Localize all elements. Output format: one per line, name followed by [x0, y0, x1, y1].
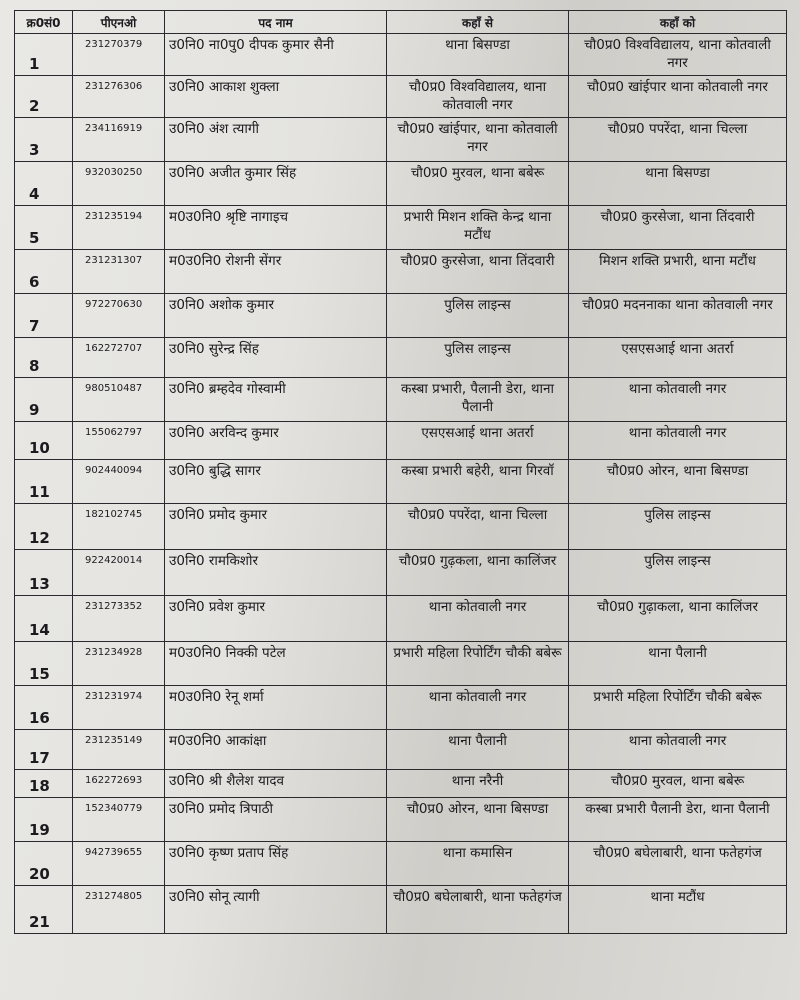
- table-row: [15, 338, 787, 378]
- row-name: उ0नि0 ना0पु0 दीपक कुमार सैनी: [165, 34, 387, 76]
- row-pno: 972270630: [73, 294, 165, 338]
- row-name: उ0नि0 अंश त्यागी: [165, 118, 387, 162]
- row-from: चौ0प्र0 विश्वविद्यालय, थाना कोतवाली नगर: [387, 76, 569, 118]
- table-row: [15, 730, 787, 770]
- table-row: [15, 504, 787, 550]
- row-from: प्रभारी महिला रिपोर्टिंग चौकी बबेरू: [387, 642, 569, 686]
- row-sno: 14: [15, 596, 73, 642]
- row-pno: 231270379: [73, 34, 165, 76]
- row-to: थाना कोतवाली नगर: [569, 422, 787, 460]
- row-pno: 231231974: [73, 686, 165, 730]
- header-sno: क्र0सं0: [15, 11, 73, 34]
- row-name: उ0नि0 बुद्धि सागर: [165, 460, 387, 504]
- row-to: थाना बिसण्डा: [569, 162, 787, 206]
- row-sno: 20: [15, 842, 73, 886]
- table-row: [15, 378, 787, 422]
- row-pno: 231235149: [73, 730, 165, 770]
- table-row: [15, 76, 787, 118]
- row-to: चौ0प्र0 ओरन, थाना बिसण्डा: [569, 460, 787, 504]
- row-to: चौ0प्र0 बघेलाबारी, थाना फतेहगंज: [569, 842, 787, 886]
- row-from: थाना नरैनी: [387, 770, 569, 798]
- row-from: चौ0प्र0 खांईपार, थाना कोतवाली नगर: [387, 118, 569, 162]
- row-to: पुलिस लाइन्स: [569, 550, 787, 596]
- row-from: चौ0प्र0 ओरन, थाना बिसण्डा: [387, 798, 569, 842]
- row-name: उ0नि0 ब्रम्हदेव गोस्वामी: [165, 378, 387, 422]
- row-sno: 16: [15, 686, 73, 730]
- table-row: [15, 118, 787, 162]
- row-to: चौ0प्र0 खांईपार थाना कोतवाली नगर: [569, 76, 787, 118]
- row-from: थाना पैलानी: [387, 730, 569, 770]
- row-pno: 182102745: [73, 504, 165, 550]
- row-from: पुलिस लाइन्स: [387, 294, 569, 338]
- row-sno: 1: [15, 34, 73, 76]
- row-to: चौ0प्र0 गुढ़ाकला, थाना कालिंजर: [569, 596, 787, 642]
- row-sno: 18: [15, 770, 73, 798]
- row-pno: 932030250: [73, 162, 165, 206]
- row-pno: 231231307: [73, 250, 165, 294]
- row-name: म0उ0नि0 रेनू शर्मा: [165, 686, 387, 730]
- row-sno: 21: [15, 886, 73, 934]
- row-sno: 9: [15, 378, 73, 422]
- row-sno: 12: [15, 504, 73, 550]
- row-from: चौ0प्र0 गुढ़कला, थाना कालिंजर: [387, 550, 569, 596]
- row-pno: 231235194: [73, 206, 165, 250]
- table-row: [15, 550, 787, 596]
- table-row: [15, 842, 787, 886]
- row-sno: 4: [15, 162, 73, 206]
- row-name: म0उ0नि0 रोशनी सेंगर: [165, 250, 387, 294]
- row-sno: 2: [15, 76, 73, 118]
- row-pno: 922420014: [73, 550, 165, 596]
- row-sno: 7: [15, 294, 73, 338]
- row-pno: 231273352: [73, 596, 165, 642]
- row-pno: 231276306: [73, 76, 165, 118]
- row-to: थाना कोतवाली नगर: [569, 730, 787, 770]
- row-name: उ0नि0 सोनू त्यागी: [165, 886, 387, 934]
- row-to: चौ0प्र0 मदननाका थाना कोतवाली नगर: [569, 294, 787, 338]
- row-from: थाना कोतवाली नगर: [387, 686, 569, 730]
- row-name: उ0नि0 आकाश शुक्ला: [165, 76, 387, 118]
- row-pno: 980510487: [73, 378, 165, 422]
- table-row: [15, 798, 787, 842]
- row-pno: 155062797: [73, 422, 165, 460]
- table-row: [15, 422, 787, 460]
- table-row: [15, 642, 787, 686]
- table-header-row: [15, 11, 787, 34]
- row-sno: 8: [15, 338, 73, 378]
- row-name: उ0नि0 अशोक कुमार: [165, 294, 387, 338]
- row-name: उ0नि0 रामकिशोर: [165, 550, 387, 596]
- row-sno: 11: [15, 460, 73, 504]
- table-row: [15, 886, 787, 934]
- row-pno: 162272707: [73, 338, 165, 378]
- transfer-table: [14, 10, 787, 934]
- header-name: पद नाम: [165, 11, 387, 34]
- row-name: म0उ0नि0 निक्की पटेल: [165, 642, 387, 686]
- row-to: थाना मटौंध: [569, 886, 787, 934]
- row-name: उ0नि0 प्रमोद त्रिपाठी: [165, 798, 387, 842]
- row-sno: 10: [15, 422, 73, 460]
- row-pno: 152340779: [73, 798, 165, 842]
- row-pno: 231234928: [73, 642, 165, 686]
- row-from: पुलिस लाइन्स: [387, 338, 569, 378]
- table-row: [15, 162, 787, 206]
- row-name: उ0नि0 अरविन्द कुमार: [165, 422, 387, 460]
- row-from: एसएसआई थाना अतर्रा: [387, 422, 569, 460]
- row-pno: 234116919: [73, 118, 165, 162]
- row-from: चौ0प्र0 मुरवल, थाना बबेरू: [387, 162, 569, 206]
- table-row: [15, 596, 787, 642]
- row-to: प्रभारी महिला रिपोर्टिंग चौकी बबेरू: [569, 686, 787, 730]
- row-to: कस्बा प्रभारी पैलानी डेरा, थाना पैलानी: [569, 798, 787, 842]
- row-sno: 5: [15, 206, 73, 250]
- row-sno: 19: [15, 798, 73, 842]
- row-from: चौ0प्र0 बघेलाबारी, थाना फतेहगंज: [387, 886, 569, 934]
- row-name: म0उ0नि0 श्रृष्टि नागाइच: [165, 206, 387, 250]
- row-sno: 6: [15, 250, 73, 294]
- row-sno: 13: [15, 550, 73, 596]
- row-name: उ0नि0 प्रमोद कुमार: [165, 504, 387, 550]
- row-from: थाना बिसण्डा: [387, 34, 569, 76]
- row-name: उ0नि0 प्रवेश कुमार: [165, 596, 387, 642]
- row-sno: 15: [15, 642, 73, 686]
- header-pno: पीएनओ: [73, 11, 165, 34]
- row-to: एसएसआई थाना अतर्रा: [569, 338, 787, 378]
- row-pno: 902440094: [73, 460, 165, 504]
- header-to: कहाँ को: [569, 11, 787, 34]
- row-to: चौ0प्र0 मुरवल, थाना बबेरू: [569, 770, 787, 798]
- row-to: थाना पैलानी: [569, 642, 787, 686]
- table-row: [15, 460, 787, 504]
- row-pno: 942739655: [73, 842, 165, 886]
- row-sno: 3: [15, 118, 73, 162]
- row-pno: 231274805: [73, 886, 165, 934]
- table-row: [15, 686, 787, 730]
- row-to: मिशन शक्ति प्रभारी, थाना मटौंध: [569, 250, 787, 294]
- row-pno: 162272693: [73, 770, 165, 798]
- row-name: उ0नि0 कृष्ण प्रताप सिंह: [165, 842, 387, 886]
- table-row: [15, 206, 787, 250]
- table-row: [15, 770, 787, 798]
- row-to: चौ0प्र0 विश्वविद्यालय, थाना कोतवाली नगर: [569, 34, 787, 76]
- row-name: उ0नि0 सुरेन्द्र सिंह: [165, 338, 387, 378]
- row-name: उ0नि0 श्री शैलेश यादव: [165, 770, 387, 798]
- row-name: उ0नि0 अजीत कुमार सिंह: [165, 162, 387, 206]
- table-row: [15, 294, 787, 338]
- row-name: म0उ0नि0 आकांक्षा: [165, 730, 387, 770]
- row-to: चौ0प्र0 पपरेंदा, थाना चिल्ला: [569, 118, 787, 162]
- row-from: कस्बा प्रभारी, पैलानी डेरा, थाना पैलानी: [387, 378, 569, 422]
- row-from: चौ0प्र0 पपरेंदा, थाना चिल्ला: [387, 504, 569, 550]
- row-from: कस्बा प्रभारी बहेरी, थाना गिरवॉ: [387, 460, 569, 504]
- table-row: [15, 34, 787, 76]
- row-to: थाना कोतवाली नगर: [569, 378, 787, 422]
- row-to: चौ0प्र0 कुरसेजा, थाना तिंदवारी: [569, 206, 787, 250]
- row-to: पुलिस लाइन्स: [569, 504, 787, 550]
- row-from: थाना कमासिन: [387, 842, 569, 886]
- header-from: कहाँ से: [387, 11, 569, 34]
- row-from: प्रभारी मिशन शक्ति केन्द्र थाना मटौंध: [387, 206, 569, 250]
- row-from: चौ0प्र0 कुरसेजा, थाना तिंदवारी: [387, 250, 569, 294]
- table-row: [15, 250, 787, 294]
- row-sno: 17: [15, 730, 73, 770]
- row-from: थाना कोतवाली नगर: [387, 596, 569, 642]
